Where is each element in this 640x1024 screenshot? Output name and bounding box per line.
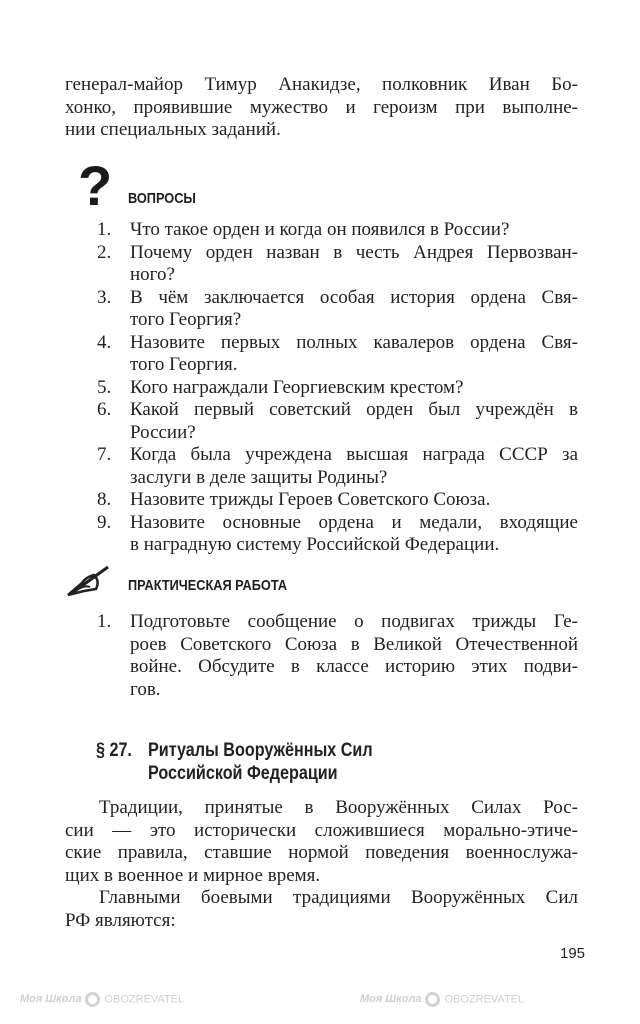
item-number: 3. [97, 286, 112, 308]
item-number: 6. [97, 399, 112, 420]
watermark-logo-icon [85, 992, 100, 1007]
item-number: 1. [97, 611, 112, 632]
text-line: хонко, проявившие мужество и героизм при выполне- [65, 96, 578, 118]
text-line: войне. Обсудите в классе историю этих подви- [130, 656, 578, 677]
text-line: Подготовьте сообщение о подвигах трижды Ге- [130, 611, 578, 632]
list-item [97, 219, 578, 242]
text-line: ские правила, ставшие нормой поведения военнослужа- [65, 842, 578, 863]
text-line: роев Советского Союза в Великой Отечественной [130, 633, 578, 655]
text-line: гов. [130, 678, 161, 700]
item-number: 2. [97, 241, 112, 263]
text-line: Назовите основные ордена и медали, входящие [130, 511, 578, 533]
list-item [97, 241, 578, 287]
text-line: Традиции, принятые в Вооружённых Силах Рос- [99, 797, 578, 818]
watermark-brand: OBOZREVATEL [104, 993, 185, 1006]
list-item [97, 399, 578, 444]
text-line: в наградную систему Российской Федерации. [130, 534, 500, 555]
item-number: 1. [97, 219, 112, 240]
section-body [65, 797, 578, 932]
practical-work-heading: ПРАКТИЧЕСКАЯ РАБОТА [128, 577, 288, 594]
text-line: нии специальных заданий. [65, 119, 281, 140]
practical-list [97, 611, 578, 701]
pen-writing-icon [64, 563, 114, 604]
text-line: Главными боевыми традициями Вооружённых Сил [99, 887, 578, 908]
question-mark-icon: ? [78, 154, 113, 217]
text-line: Когда была учреждена высшая награда СССР за [130, 444, 578, 465]
item-number: 7. [97, 444, 112, 465]
section-number: § 27. [96, 740, 132, 761]
list-item [97, 376, 578, 400]
paragraph [65, 887, 578, 932]
watermark-school: Моя Школа [20, 993, 82, 1006]
text-line: Что такое орден и когда он появился в России? [130, 219, 510, 240]
text-line: сии — это исторически сложившиеся морально-этиче- [65, 819, 578, 841]
questions-heading: ВОПРОСЫ [128, 190, 196, 207]
watermark [20, 992, 184, 1007]
text-line: Назовите трижды Героев Советского Союза. [130, 489, 491, 510]
list-item [97, 611, 578, 701]
watermark-school: Моя Школа [360, 993, 422, 1006]
questions-list [97, 219, 578, 557]
text-line: Назовите первых полных кавалеров ордена Свя- [130, 331, 578, 353]
watermark-logo-icon [425, 992, 440, 1007]
text-line: РФ являются: [65, 909, 176, 931]
text-line: щих в военное и мирное время. [65, 864, 321, 886]
text-line: генерал-майор Тимур Анакидзе, полковник Иван Бо- [65, 74, 578, 95]
list-item [97, 489, 578, 512]
text-line: России? [130, 421, 196, 443]
list-item [97, 511, 578, 557]
list-item [97, 444, 578, 489]
item-number: 5. [97, 376, 112, 398]
text-line: Какой первый советский орден был учреждён в [130, 399, 578, 420]
section-title-line1: Ритуалы Вооружённых Сил [148, 740, 373, 761]
list-item [97, 331, 578, 377]
page-number: 195 [560, 945, 586, 962]
item-number: 4. [97, 331, 112, 353]
section-title-line2: Российской Федерации [148, 763, 338, 784]
watermark [360, 992, 524, 1007]
list-item [97, 286, 578, 332]
item-number: 9. [97, 511, 112, 533]
paragraph [65, 797, 578, 887]
intro-paragraph [65, 74, 578, 142]
text-line: Почему орден назван в честь Андрея Первозван- [130, 241, 578, 263]
text-line: того Георгия. [130, 354, 238, 375]
text-line: Кого награждали Георгиевским крестом? [130, 376, 464, 398]
item-number: 8. [97, 489, 112, 510]
text-line: того Георгия? [130, 309, 242, 330]
text-line: ного? [130, 264, 175, 285]
text-line: заслуги в деле защиты Родины? [130, 466, 388, 488]
watermark-brand: OBOZREVATEL [444, 993, 525, 1006]
text-line: В чём заключается особая история ордена Свя- [130, 286, 578, 308]
